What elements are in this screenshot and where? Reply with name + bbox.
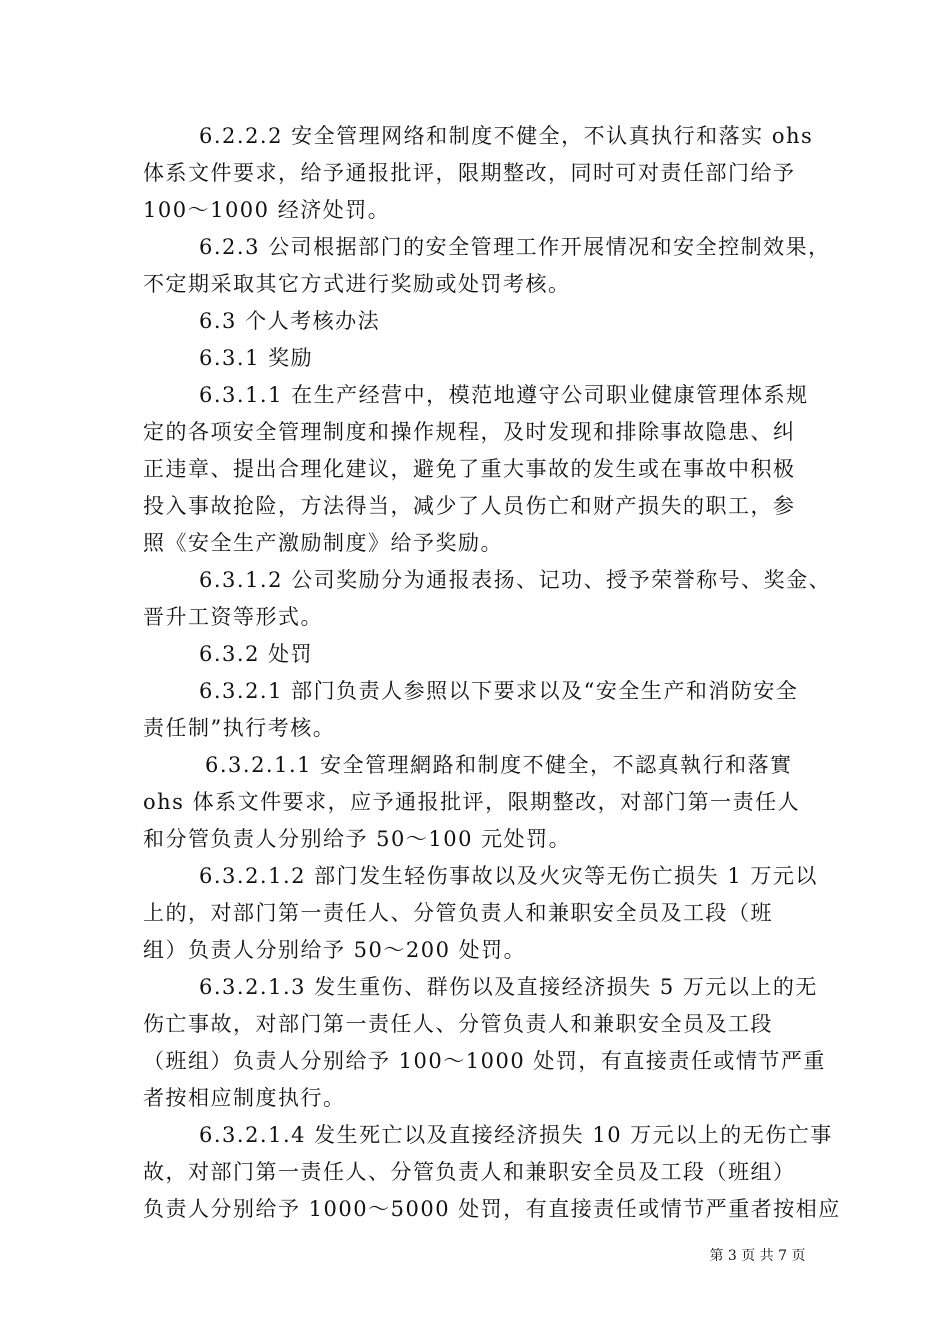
text-line: 照《安全生产激励制度》给予奖励。 xyxy=(143,531,503,555)
text-line: 负责人分别给予 1000～5000 处罚，有直接责任或情节严重者按相应 xyxy=(143,1197,841,1221)
text-line: 和分管负责人分别给予 50～100 元处罚。 xyxy=(143,827,572,851)
text-line: 6.2.2.2 安全管理网络和制度不健全，不认真执行和落实 ohs xyxy=(199,124,814,148)
text-line: ohs 体系文件要求，应予通报批评，限期整改，对部门第一责任人 xyxy=(143,790,801,814)
text-line: 定的各项安全管理制度和操作规程，及时发现和排除事故隐患、纠 xyxy=(143,420,796,444)
text-line: 故，对部门第一责任人、分管负责人和兼职安全员及工段（班组） xyxy=(143,1160,796,1184)
text-line: 投入事故抢险，方法得当，减少了人员伤亡和财产损失的职工，参 xyxy=(143,494,796,518)
text-line: 6.3.2.1.4 发生死亡以及直接经济损失 10 万元以上的无伤亡事 xyxy=(199,1123,833,1147)
text-line: 者按相应制度执行。 xyxy=(143,1086,346,1110)
text-line: 伤亡事故，对部门第一责任人、分管负责人和兼职安全员及工段 xyxy=(143,1012,773,1036)
page-footer xyxy=(0,1246,950,1266)
text-line: 6.3.1.2 公司奖励分为通报表扬、记功、授予荣誉称号、奖金、 xyxy=(199,568,832,592)
text-line: 100～1000 经济处罚。 xyxy=(143,198,391,222)
text-line: 6.3.2 处罚 xyxy=(199,642,314,666)
text-line: 6.3.2.1 部门负责人参照以下要求以及“安全生产和消防安全 xyxy=(199,679,799,703)
text-line: 6.3.1.1 在生产经营中，模范地遵守公司职业健康管理体系规 xyxy=(199,383,809,407)
text-line: 6.3.2.1.3 发生重伤、群伤以及直接经济损失 5 万元以上的无 xyxy=(199,975,818,999)
text-line: （班组）负责人分别给予 100～1000 处罚，有直接责任或情节严重 xyxy=(143,1049,826,1073)
document-body xyxy=(143,118,841,1228)
text-line: 晋升工资等形式。 xyxy=(143,605,323,629)
text-line: 6.2.3 公司根据部门的安全管理工作开展情况和安全控制效果， xyxy=(199,235,831,259)
text-line: 组）负责人分别给予 50～200 处罚。 xyxy=(143,938,527,962)
text-line: 上的，对部门第一责任人、分管负责人和兼职安全员及工段（班 xyxy=(143,901,773,925)
text-line: 不定期采取其它方式进行奖励或处罚考核。 xyxy=(143,272,571,296)
page-number-label: 第 3 页 共 7 页 xyxy=(709,1248,806,1264)
text-line: 6.3.2.1.2 部门发生轻伤事故以及火灾等无伤亡损失 1 万元以 xyxy=(199,864,818,888)
text-line: 责任制”执行考核。 xyxy=(143,716,336,740)
text-line: 正违章、提出合理化建议，避免了重大事故的发生或在事故中积极 xyxy=(143,457,796,481)
text-line: 6.3.1 奖励 xyxy=(199,346,314,370)
text-line: 6.3.2.1.1 安全管理網路和制度不健全，不認真執行和落實 xyxy=(205,753,793,777)
text-line: 体系文件要求，给予通报批评，限期整改，同时可对责任部门给予 xyxy=(143,161,796,185)
text-line: 6.3 个人考核办法 xyxy=(199,309,381,333)
